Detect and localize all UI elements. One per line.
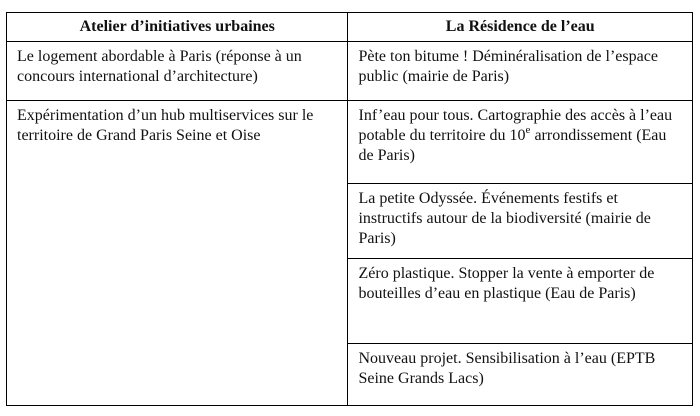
header-row xyxy=(7,13,693,42)
left-cell-logement: Le logement abordable à Paris (réponse à un concours international d’architecture) xyxy=(7,41,348,101)
right-cell-bitume: Pète ton bitume ! Déminéralisation de l’espace public (mairie de Paris) xyxy=(348,41,693,101)
infeau-superscript: e xyxy=(525,124,531,137)
table-row xyxy=(7,101,693,184)
header-residence: La Résidence de l’eau xyxy=(348,13,693,42)
infeau-text-end: arrondissement (Eau de Paris) xyxy=(358,127,667,165)
right-cell-odyssee: La petite Odyssée. Événements festifs et instructifs autour de la biodiversité (mairie de Paris) xyxy=(348,184,693,259)
initiatives-table xyxy=(6,12,693,406)
right-cell-plastique: Zéro plastique. Stopper la vente à emporter de bouteilles d’eau en plastique (Eau de Paris) xyxy=(348,259,693,344)
left-cell-hub: Expérimentation d’un hub multiservices sur le territoire de Grand Paris Seine et Oise xyxy=(7,101,348,406)
right-cell-infeau xyxy=(348,101,693,184)
table-row xyxy=(7,41,693,101)
header-atelier: Atelier d’initiatives urbaines xyxy=(7,13,348,42)
right-cell-nouveau: Nouveau projet. Sensibilisation à l’eau (EPTB Seine Grands Lacs) xyxy=(348,344,693,406)
infeau-text: Inf’eau pour tous. Cartographie des accès à l’eau potable du territoire du 10 xyxy=(358,107,673,145)
